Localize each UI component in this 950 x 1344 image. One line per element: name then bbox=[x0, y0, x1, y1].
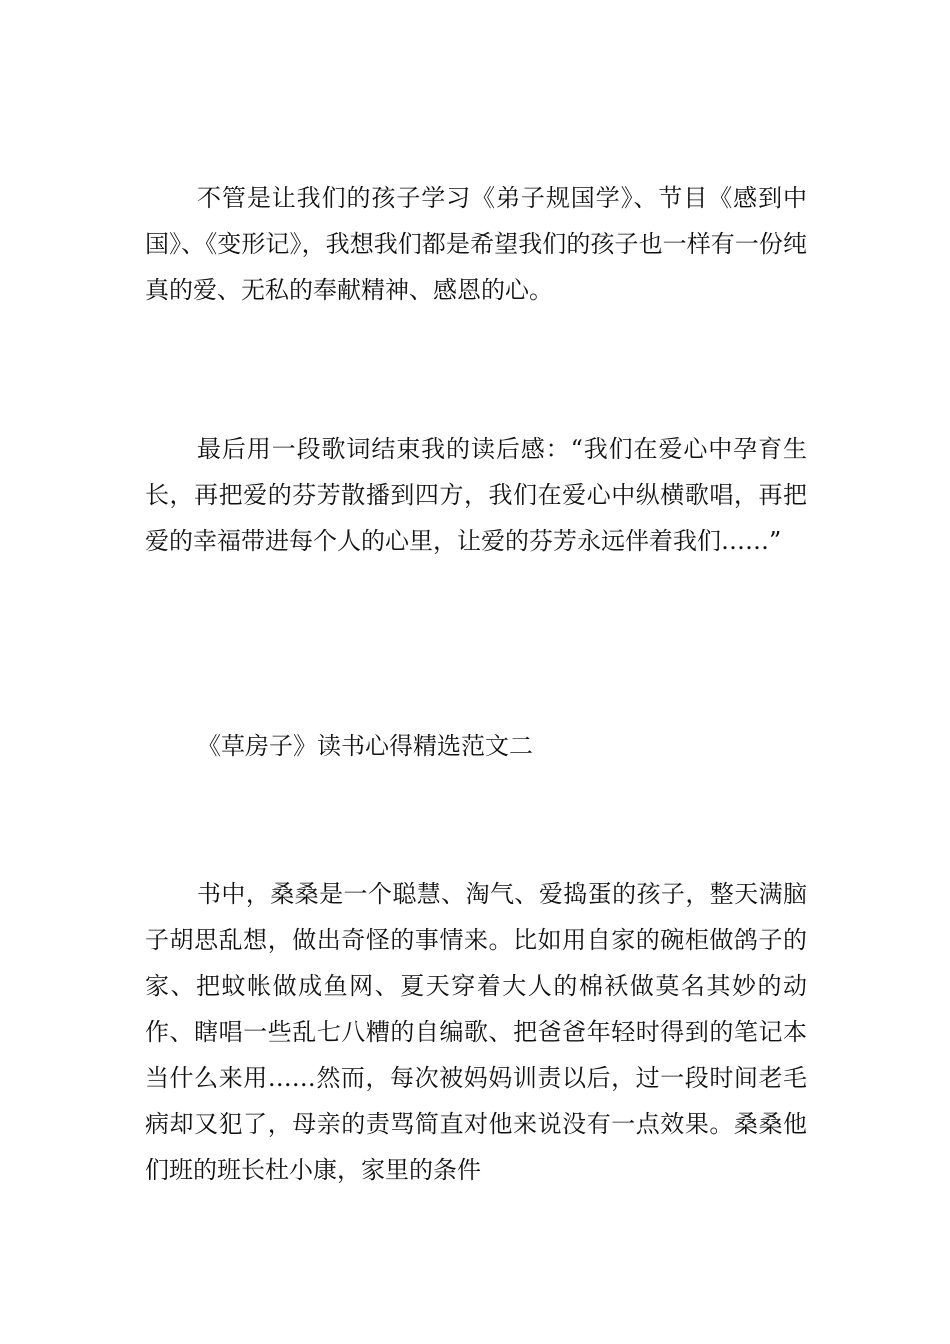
paragraph: 书中，桑桑是一个聪慧、淘气、爱捣蛋的孩子，整天满脑子胡思乱想，做出奇怪的事情来。比如用自家的碗柜做鸽子的家、把蚊帐做成鱼网、夏天穿着大人的棉袄做莫名其妙的动作、瞎唱一些乱七八糟的自编歌、把爸爸年轻时得到的笔记本当什么来用……然而，每次被妈妈训责以后，过一段时间老毛病却又犯了，母亲的责骂简直对他来说没有一点效果。桑桑他们班的班长杜小康，家里的条件 bbox=[145, 880, 807, 1184]
paragraph: 不管是让我们的孩子学习《弟子规国学》、节目《感到中国》、《变形记》，我想我们都是希望我们的孩子也一样有一份纯真的爱、无私的奉献精神、感恩的心。 bbox=[145, 184, 807, 304]
section-heading: 《草房子》读书心得精选范文二 bbox=[197, 732, 533, 760]
paragraph: 最后用一段歌词结束我的读后感：“我们在爱心中孕育生长，再把爱的芬芳散播到四方，我们在爱心中纵横歌唱，再把爱的幸福带进每个人的心里，让爱的芬芳永远伴着我们……” bbox=[145, 435, 807, 555]
